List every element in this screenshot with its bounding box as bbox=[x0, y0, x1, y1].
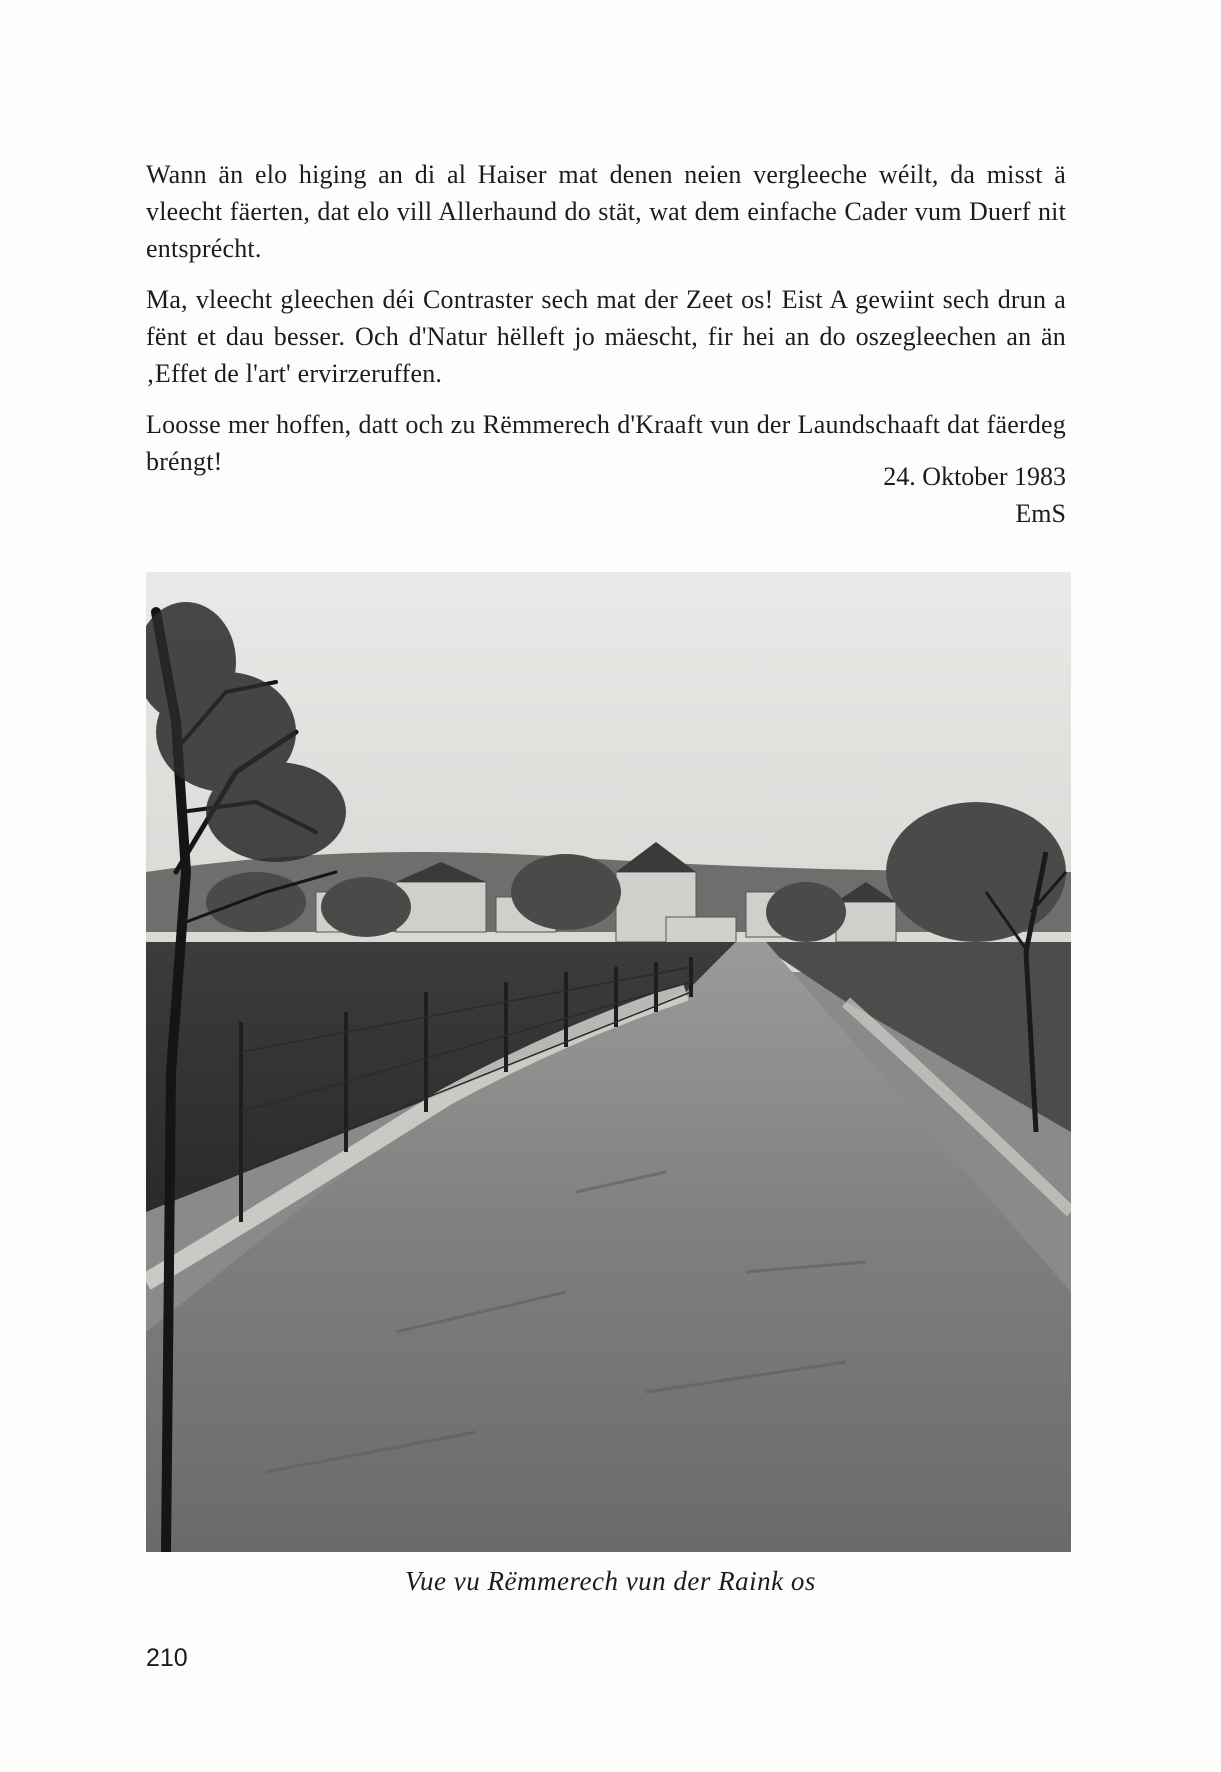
page-number: 210 bbox=[146, 1644, 188, 1672]
paragraph-1: Wann än elo higing an di al Haiser mat denen neien vergleeche wéilt, da misst ä vleecht fäerten, dat elo vill Allerhaund do stät, wat dem einfache Cader vum Duerf nit entsprécht. bbox=[146, 160, 1066, 263]
paragraph-2: Ma, vleecht gleechen déi Contraster sech mat der Zeet os! Eist A gewiint sech drun a fënt et dau besser. Och d'Natur hëlleft jo mäescht, fir hei an do oszegleechen an än ‚Effet de l'art' ervirzeruffen. bbox=[146, 285, 1066, 388]
signature-initials: EmS bbox=[1015, 499, 1066, 528]
photo-caption: Vue vu Rëmmerech vun der Raink os bbox=[405, 1566, 816, 1596]
signature-block bbox=[883, 458, 1066, 532]
signature-date: 24. Oktober 1983 bbox=[883, 462, 1066, 491]
photo-illustration bbox=[146, 572, 1071, 1552]
landscape-photo bbox=[146, 572, 1071, 1552]
paragraph-3: Loosse mer hoffen, datt och zu Rëmmerech d'Kraaft vun der Laundschaaft dat fäerdeg bréngt! bbox=[146, 410, 1066, 476]
body-text bbox=[146, 156, 1066, 494]
